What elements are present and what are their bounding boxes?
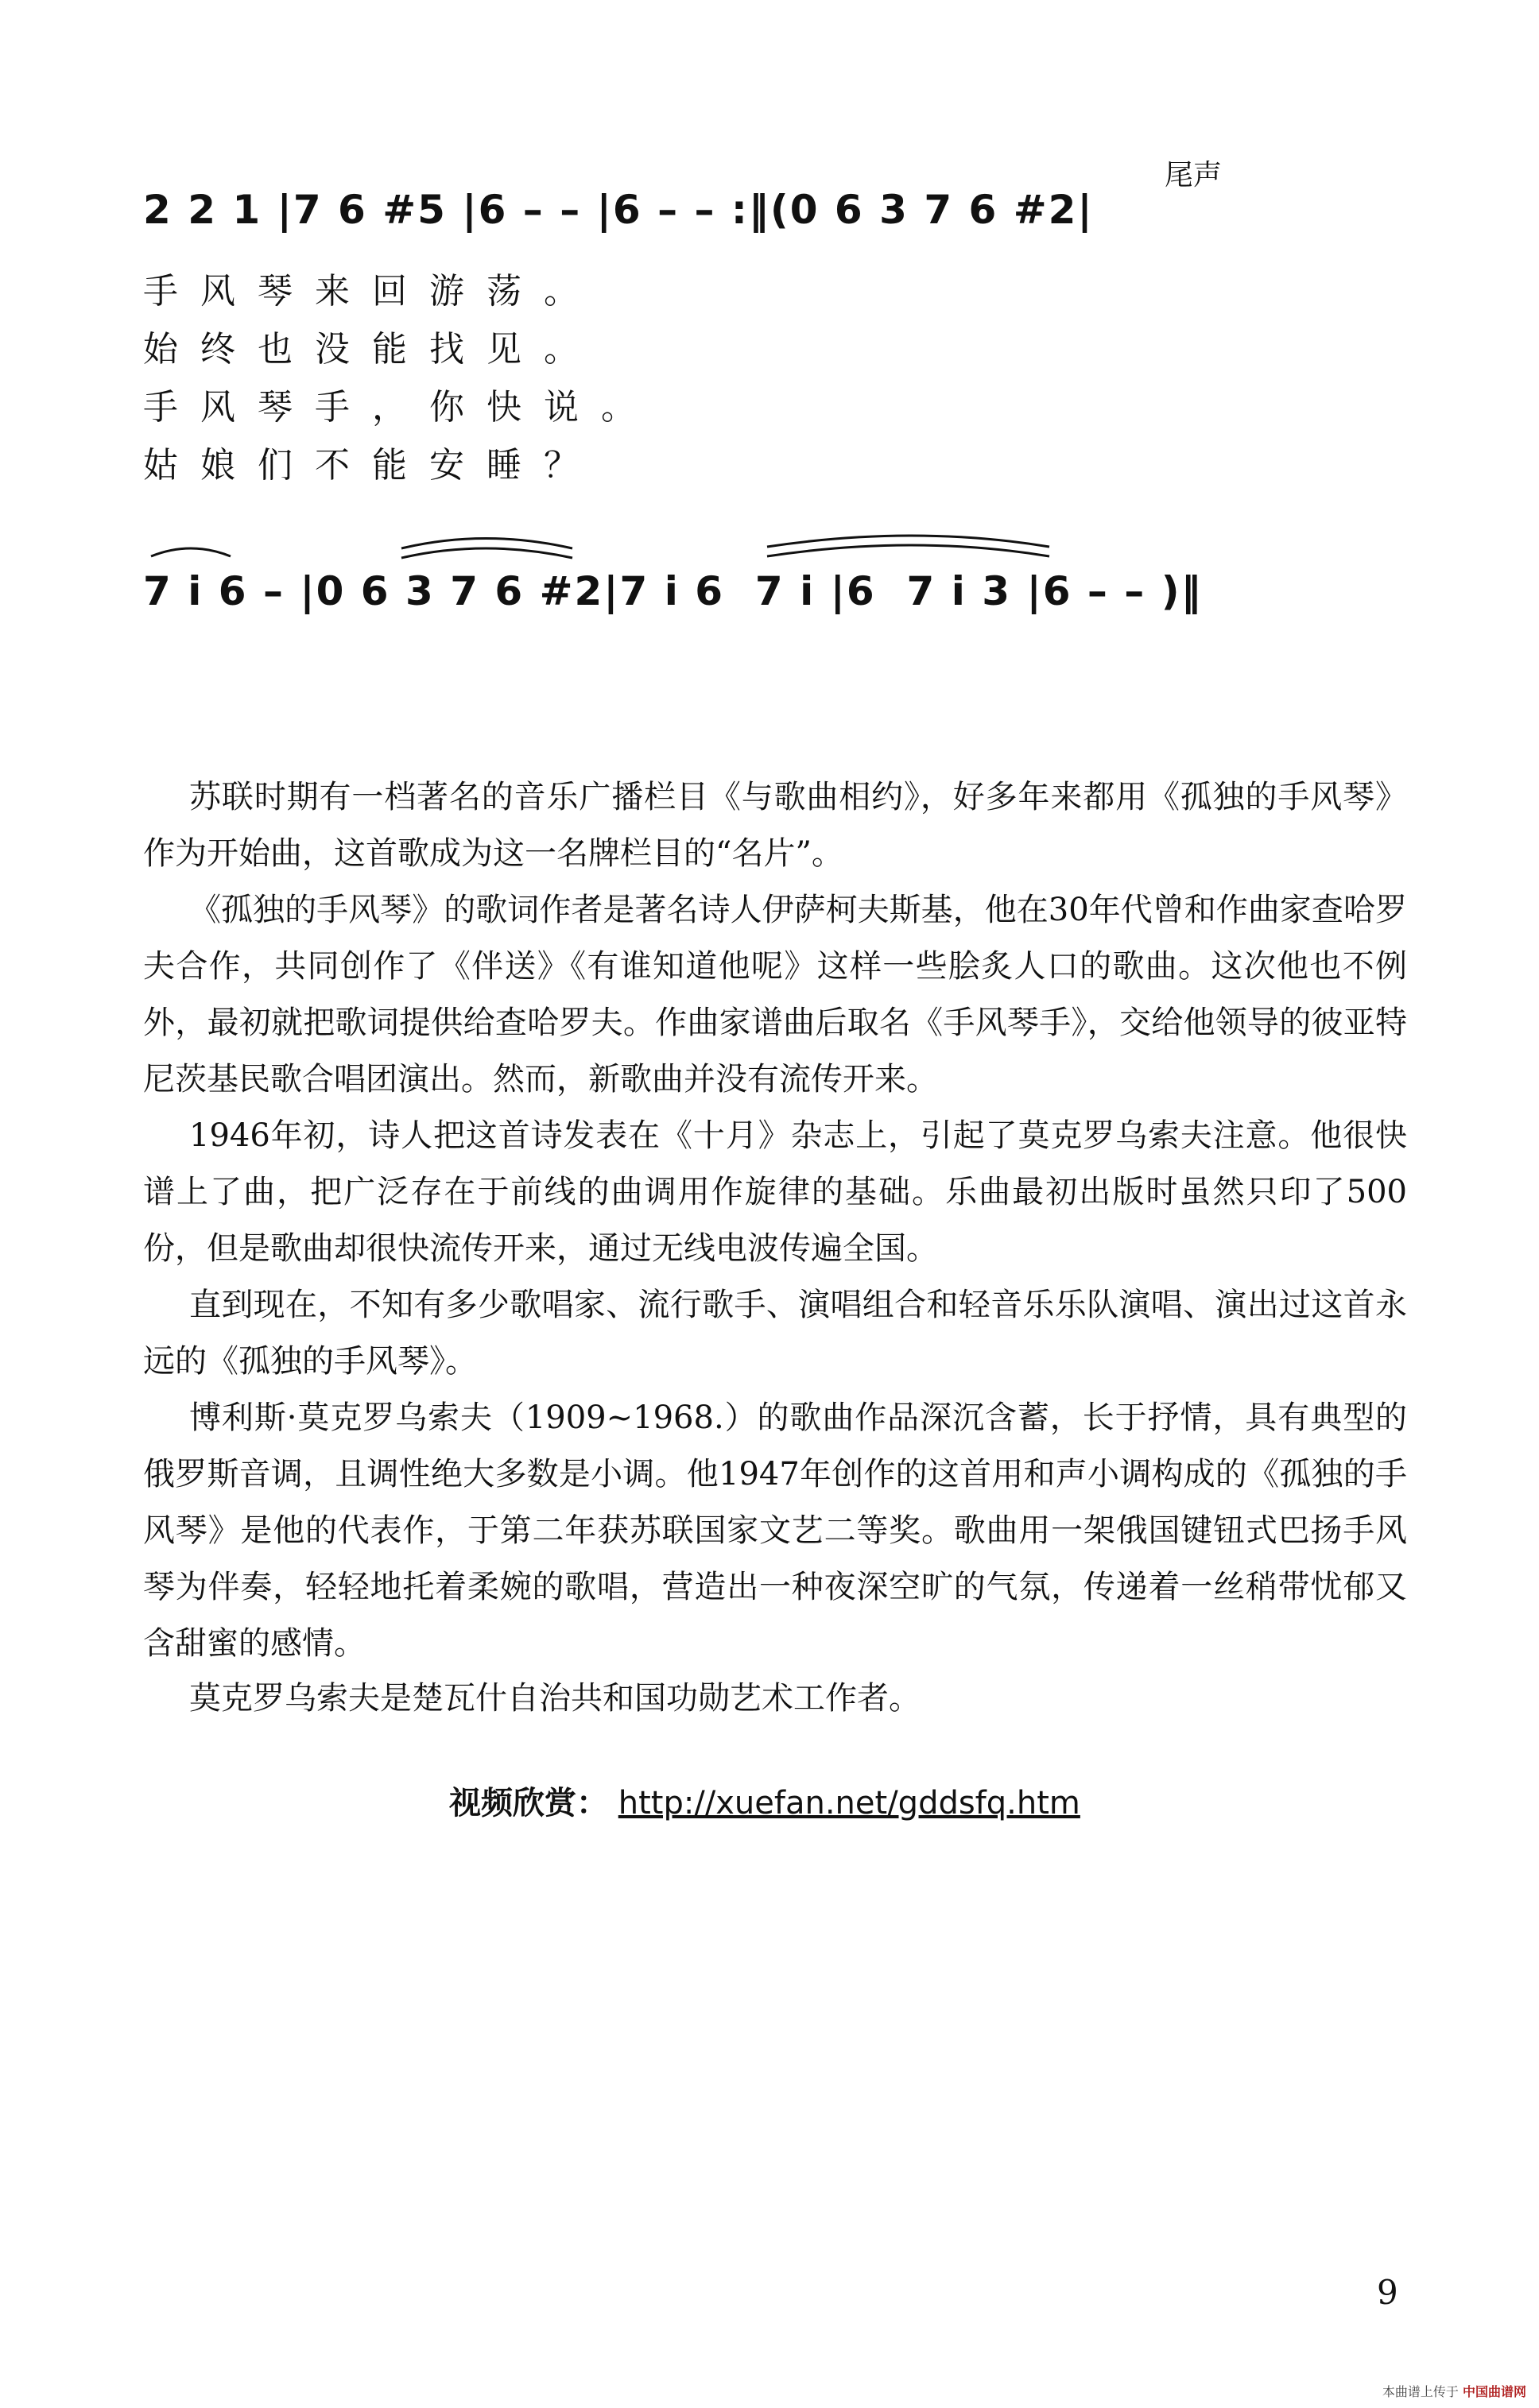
paragraph-6: 莫克罗乌索夫是楚瓦什自治共和国功勋艺术工作者。 bbox=[189, 1680, 921, 1717]
score-line-2: 7 i 6 – |0 6 3 7 6 #2|7 i 6 7 i |6 7 i 3 |6 – – )‖ bbox=[143, 568, 1203, 614]
paragraph-2: 《孤独的手风琴》的歌词作者是著名诗人伊萨柯夫斯基，他在30年代曾和作曲家查哈罗夫合作，共同创作了《伴送》《有谁知道他呢》这样一些脍炙人口的歌曲。这次他也不例外，最初就把歌词提供给查哈罗夫。作曲家谱曲后取名《手风琴手》，交给他领导的彼亚特尼茨基民歌合唱团演出。然而，新歌曲并没有流传开来。 bbox=[143, 892, 1407, 1098]
paragraph-3: 1946年初，诗人把这首诗发表在《十月》杂志上，引起了莫克罗乌索夫注意。他很快谱上了曲，把广泛存在于前线的曲调用作旋律的基础。乐曲最初出版时虽然只印了500份，但是歌曲却很快流传开来，通过无线电波传遍全国。 bbox=[143, 1117, 1407, 1267]
page-number: 9 bbox=[1377, 2273, 1398, 2312]
slur-3 bbox=[401, 548, 572, 558]
video-link-line bbox=[449, 1778, 1080, 1823]
lyric-line-4: 姑娘们不能安睡？ bbox=[143, 445, 601, 486]
lyric-line-3: 手风琴手，你快说。 bbox=[143, 387, 658, 428]
slur-5 bbox=[767, 545, 1049, 556]
score-line-1: 2 2 1 |7 6 #5 |6 – – |6 – – :‖(0 6 3 7 6 #2| bbox=[143, 187, 1094, 233]
lyric-line-1: 手风琴来回游荡。 bbox=[143, 271, 601, 312]
coda-label: 尾声 bbox=[1165, 159, 1223, 192]
paragraph-4: 直到现在，不知有多少歌唱家、流行歌手、演唱组合和轻音乐乐队演唱、演出过这首永远的《孤独的手风琴》。 bbox=[143, 1287, 1407, 1380]
paragraph-5: 博利斯·莫克罗乌索夫（1909~1968.）的歌曲作品深沉含蓄，长于抒情，具有典型的俄罗斯音调，且调性绝大多数是小调。他1947年创作的这首用和声小调构成的《孤独的手风琴》是他的代表作，于第二年获苏联国家文艺二等奖。歌曲用一架俄国键钮式巴扬手风琴为伴奏，轻轻地托着柔婉的歌唱，营造出一种夜深空旷的气氛，传递着一丝稍带忧郁又含甜蜜的感情。 bbox=[143, 1400, 1407, 1662]
slur-1 bbox=[151, 548, 231, 556]
footer-text: 本曲谱上传于 bbox=[1382, 2384, 1459, 2399]
video-label: 视频欣赏： bbox=[449, 1785, 608, 1821]
video-url-link[interactable]: http://xuefan.net/gddsfq.htm bbox=[618, 1785, 1080, 1821]
footer-brand: 中国曲谱网 bbox=[1462, 2384, 1526, 2399]
slur-2 bbox=[401, 539, 572, 549]
paragraph-1: 苏联时期有一档著名的音乐广播栏目《与歌曲相约》，好多年来都用《孤独的手风琴》作为开始曲，这首歌成为这一名牌栏目的“名片”。 bbox=[143, 779, 1407, 872]
footer-watermark bbox=[1382, 2382, 1526, 2400]
lyric-line-2: 始终也没能找见。 bbox=[143, 329, 601, 370]
